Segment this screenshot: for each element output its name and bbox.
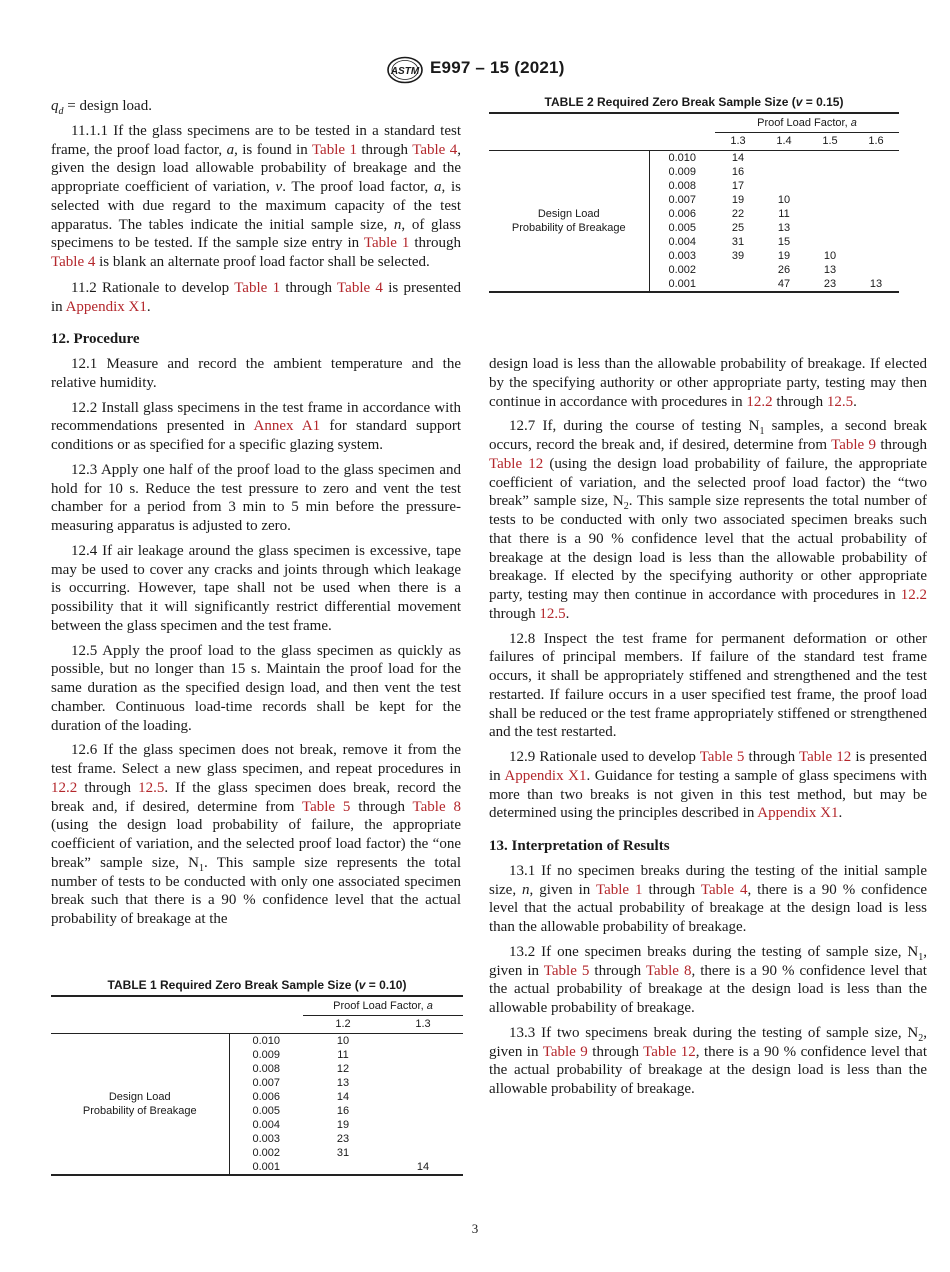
row-group-label: Design Load Probability of Breakage	[82, 1091, 197, 1117]
table-cell	[383, 1104, 463, 1118]
table-cell: 11	[778, 208, 790, 220]
table-cell: 31	[336, 1147, 350, 1159]
paragraph-13-2: 13.2 If one specimen breaks during the testing of sample size, $N_1$, given in Table 5 through Table 8, there is a 90 % confidence level that the actual probability of breakage at the design load is less than the allowable probability of breakage.	[489, 943, 927, 1016]
probability-cell: 0.001	[229, 1160, 303, 1175]
paragraph-12-7: 12.7 If, during the course of testing $N_1$ samples, a second break occurs, record the break and, if desired, determine from Table 9 through Table 12 (using the design load probability of failure, the appropriate coefficient of variation, and the selected proof load factor) the “two break” sample size, $N_2$. This sample size represents the total number of tests to be conducted with only two associated specimen breaks such that there is a 90 % confidence level that the actual probability of breakage at the design load is less than the allowable probability of breakage. If elected by the specifying authority or other appropriate party, testing may then continue in accordance with procedures in 12.2 through 12.5.	[489, 418, 928, 622]
table-cell	[761, 165, 807, 179]
link-table-12[interactable]: Table 12	[643, 1043, 696, 1060]
link-table-1[interactable]: Table 1	[311, 141, 357, 158]
table-cell: 19	[731, 194, 745, 206]
link-section-12-5[interactable]: 12.5	[826, 393, 854, 410]
link-table-9[interactable]: Table 9	[542, 1043, 588, 1060]
page-number: 3	[471, 1221, 479, 1236]
column-header: 1.6	[868, 135, 884, 147]
probability-cell: 0.006	[649, 207, 715, 221]
table-cell: 16	[336, 1105, 350, 1117]
left-column	[51, 97, 461, 935]
link-table-12[interactable]: Table 12	[799, 749, 852, 765]
probability-cell: 0.007	[649, 193, 715, 207]
proof-load-factor-header: Proof Load Factor, a	[303, 996, 463, 1016]
table-cell	[807, 235, 853, 249]
probability-cell: 0.005	[649, 221, 715, 235]
table-cell	[807, 221, 853, 235]
table-cell: 23	[823, 278, 837, 290]
table-cell: 47	[777, 278, 791, 290]
table-cell	[807, 193, 853, 207]
proof-load-factor-header: Proof Load Factor, a	[715, 113, 899, 133]
right-column	[489, 355, 927, 1105]
link-section-12-2[interactable]: 12.2	[900, 587, 927, 603]
link-section-12-5[interactable]: 12.5	[539, 605, 566, 622]
table-cell	[383, 1076, 463, 1090]
column-header: 1.4	[776, 135, 792, 147]
link-table-4[interactable]: Table 4	[700, 881, 748, 898]
link-section-12-2[interactable]: 12.2	[51, 779, 78, 796]
paragraph-12-2: 12.2 Install glass specimens in the test frame in accordance with recommendations presented in Annex A1 for standard support conditions or as specified for a specific glazing system.	[51, 399, 461, 453]
table-cell	[807, 151, 853, 166]
table-cell	[383, 1034, 463, 1049]
table-cell: 31	[731, 236, 745, 248]
paragraph-12-1: 12.1 Measure and record the ambient temperature and the relative humidity.	[51, 356, 461, 391]
table-cell	[853, 235, 899, 249]
table-cell	[807, 165, 853, 179]
table-cell: 17	[731, 180, 745, 192]
probability-cell: 0.010	[229, 1034, 303, 1049]
table-cell	[715, 263, 761, 277]
table-cell	[383, 1132, 463, 1146]
probability-cell: 0.004	[229, 1118, 303, 1132]
table-1-title: TABLE 1 Required Zero Break Sample Size (v = 0.10)	[107, 978, 407, 992]
design-load-definition: $q_d$ = design load.	[51, 98, 152, 117]
table-cell: 19	[777, 250, 791, 262]
table-cell	[853, 221, 899, 235]
table-cell: 22	[731, 208, 745, 220]
table-cell: 10	[336, 1035, 350, 1047]
table-cell: 25	[731, 222, 745, 234]
probability-cell: 0.001	[649, 277, 715, 292]
table-cell: 16	[731, 166, 745, 178]
table-cell: 13	[777, 222, 791, 234]
probability-cell: 0.002	[649, 263, 715, 277]
table-cell	[853, 249, 899, 263]
link-section-12-5[interactable]: 12.5	[138, 779, 165, 796]
paragraph-12-5: 12.5 Apply the proof load to the glass specimen as quickly as possible, but no longer than 15 s. Maintain the proof load for the same duration as the specified design load, and then vent the test chamber. Continuous load-time records shall be kept for the duration of the loading.	[51, 642, 461, 734]
link-table-8[interactable]: Table 8	[645, 962, 692, 979]
link-table-5[interactable]: Table 5	[543, 962, 590, 979]
paragraph-11-2: 11.2 Rationale to develop Table 1 through Table 4 is presented in Appendix X1.	[51, 279, 461, 315]
probability-cell: 0.007	[229, 1076, 303, 1090]
table-cell	[383, 1062, 463, 1076]
column-header: 1.2	[335, 1018, 351, 1030]
table-cell	[853, 179, 899, 193]
column-header: 1.3	[415, 1018, 431, 1030]
section-heading-13: 13. Interpretation of Results	[489, 838, 670, 854]
probability-cell: 0.003	[649, 249, 715, 263]
table-cell	[807, 179, 853, 193]
link-table-1[interactable]: Table 1	[595, 881, 643, 898]
table-cell: 23	[336, 1133, 350, 1145]
table-cell	[303, 1160, 383, 1175]
table-cell	[807, 207, 853, 221]
probability-cell: 0.009	[229, 1048, 303, 1062]
link-table-1[interactable]: Table 1	[363, 235, 410, 252]
section-heading-12: 12. Procedure	[51, 331, 140, 348]
paragraph-12-3: 12.3 Apply one half of the proof load to the glass specimen and hold for 10 s. Reduce the test pressure to zero and vent the test chamber for a period from 3 min to 5 min before the pressure-measuring apparatus is adjusted to zero.	[51, 461, 461, 534]
table-cell: 13	[336, 1077, 350, 1089]
astm-logo	[386, 56, 424, 84]
table-2	[489, 95, 899, 293]
document-designation: E997 – 15 (2021)	[430, 58, 565, 77]
table-cell	[715, 277, 761, 292]
table-cell	[383, 1146, 463, 1160]
link-table-4[interactable]: Table 4	[51, 254, 96, 270]
paragraph-12-9: 12.9 Rationale used to develop Table 5 through Table 12 is presented in Appendix X1. Guidance for testing a sample of glass specimens with more than two breaks is not given in this test method, but may be determined using the principles described in Appendix X1.	[489, 749, 927, 822]
paragraph-11-1-1: 11.1.1 If the glass specimens are to be tested in a standard test frame, the proof load factor, a, is found in Table 1 through Table 4, given the design load allowable probability of breakage and the appropriate coefficient of variation, v. The proof load factor, a, is selected with due regard to the maximum capacity of the test apparatus. The tables indicate the initial sample size, n, of glass specimens to be tested. If the sample size entry in Table 1 through Table 4 is blank an alternate proof load factor shall be selected.	[51, 122, 461, 270]
column-header: 1.5	[822, 135, 838, 147]
paragraph-12-4: 12.4 If air leakage around the glass specimen is excessive, tape may be used to cover any cracks and joints through which leakage is occurring. However, tape shall not be used when there is a possibility that it will significantly restrict differential movement between the glass specimen and the test frame.	[51, 542, 461, 634]
link-table-9[interactable]: Table 9	[831, 437, 877, 453]
page-header	[0, 56, 950, 86]
table-cell: 14	[416, 1161, 430, 1173]
paragraph-12-6: 12.6 If the glass specimen does not break, remove it from the test frame. Select a new glass specimen, and repeat procedures in 12.2 through 12.5. If the glass specimen does break, record the break and, if desired, determine from Table 5 through Table 8 (using the design load probability of failure, the appropriate coefficient of variation, and the selected proof load factor) the “one break” sample size, $N_1$. This sample size represents the total number of tests to be conducted with only one associated specimen break such that there is a 90 % confidence level that the actual probability of breakage at the	[51, 742, 462, 927]
probability-cell: 0.009	[649, 165, 715, 179]
table-cell: 12	[336, 1063, 350, 1075]
link-section-12-2[interactable]: 12.2	[746, 393, 773, 410]
probability-cell: 0.002	[229, 1146, 303, 1160]
paragraph-13-1: 13.1 If no specimen breaks during the testing of the initial sample size, n, given in Table 1 through Table 4, there is a 90 % confidence level that the actual probability of breakage at the design load is less than the allowable probability of breakage.	[489, 862, 927, 935]
probability-cell: 0.004	[649, 235, 715, 249]
table-cell	[853, 165, 899, 179]
link-table-4[interactable]: Table 4	[412, 141, 458, 158]
link-table-12[interactable]: Table 12	[489, 455, 544, 472]
table-cell: 13	[869, 278, 883, 290]
link-table-8[interactable]: Table 8	[412, 798, 461, 815]
table-cell	[383, 1118, 463, 1132]
table-cell	[853, 151, 899, 166]
row-group-label: Design Load Probability of Breakage	[511, 208, 626, 234]
probability-cell: 0.010	[649, 151, 715, 166]
table-2-title: TABLE 2 Required Zero Break Sample Size (v = 0.15)	[544, 95, 844, 109]
link-annex-a1[interactable]: Annex A1	[253, 418, 321, 435]
table-cell	[383, 1090, 463, 1104]
table-cell: 10	[823, 250, 837, 262]
link-table-5[interactable]: Table 5	[301, 798, 351, 815]
table-cell: 10	[777, 194, 791, 206]
table-cell: 39	[731, 250, 745, 262]
paragraph-12-6-continued: design load is less than the allowable probability of breakage. If elected by the specifying authority or other appropriate party, testing may then continue in accordance with procedures in 12.2 through 12.5.	[489, 356, 927, 410]
paragraph-12-8: 12.8 Inspect the test frame for permanent deformation or other failures of principal members. If failure of the standard test frame occurs, it shall be appropriately stiffened and strengthened and the test restarted. If failure occurs in a user specified test frame, the proof load shall be reduced or the test frame appropriately stiffened or strengthened and the test restarted.	[489, 630, 927, 741]
table-cell: 13	[823, 264, 837, 276]
probability-cell: 0.008	[649, 179, 715, 193]
table-cell	[853, 193, 899, 207]
table-cell: 26	[777, 264, 791, 276]
column-header: 1.3	[730, 135, 746, 147]
table-cell: 14	[731, 152, 745, 164]
link-appendix-x1[interactable]: Appendix X1	[757, 805, 839, 822]
link-table-4[interactable]: Table 4	[337, 279, 383, 296]
probability-cell: 0.005	[229, 1104, 303, 1118]
probability-cell: 0.003	[229, 1132, 303, 1146]
probability-cell: 0.008	[229, 1062, 303, 1076]
svg-text:ASTM: ASTM	[390, 66, 420, 77]
paragraph-13-3: 13.3 If two specimens break during the testing of sample size, $N_2$, given in Table 9 through Table 12, there is a 90 % confidence level that the actual probability of breakage at the design load is less than the allowable probability of breakage.	[489, 1024, 927, 1097]
link-table-5[interactable]: Table 5	[699, 749, 745, 765]
table-cell	[761, 151, 807, 166]
table-cell: 14	[336, 1091, 350, 1103]
table-cell: 19	[336, 1119, 350, 1131]
table-1	[51, 978, 463, 1176]
table-cell	[853, 263, 899, 277]
link-appendix-x1[interactable]: Appendix X1	[65, 298, 147, 315]
probability-cell: 0.006	[229, 1090, 303, 1104]
table-cell	[383, 1048, 463, 1062]
table-cell	[761, 179, 807, 193]
table-cell: 15	[777, 236, 791, 248]
table-cell	[853, 207, 899, 221]
table-cell: 11	[337, 1049, 349, 1061]
link-appendix-x1[interactable]: Appendix X1	[504, 767, 587, 784]
link-table-1[interactable]: Table 1	[234, 279, 281, 296]
